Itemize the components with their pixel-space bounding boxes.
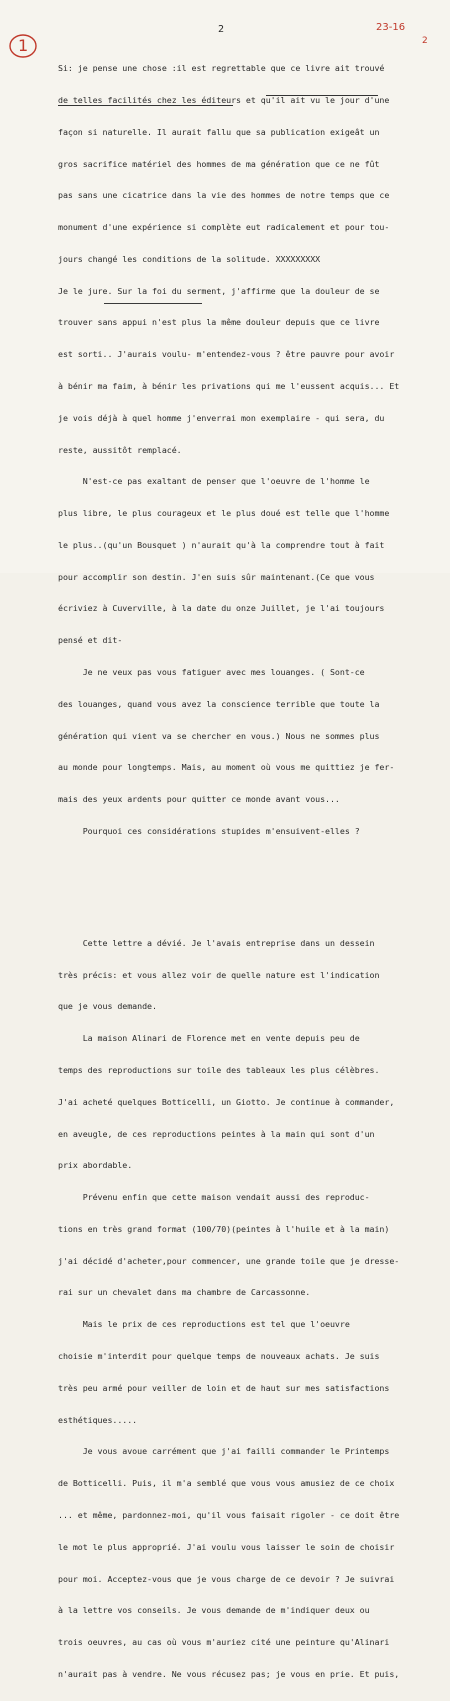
text-line: que je vous demande. bbox=[58, 1001, 157, 1012]
text-line: trois oeuvres, au cas où vous m'auriez cité une peinture qu'Alinari bbox=[58, 1637, 390, 1648]
text-line: mais des yeux ardents pour quitter ce monde avant vous... bbox=[58, 794, 340, 805]
text-line: à la lettre vos conseils. Je vous demande de m'indiquer deux ou bbox=[58, 1605, 370, 1616]
text-line: plus libre, le plus courageux et le plus doué est telle que l'homme bbox=[58, 508, 390, 519]
text-line: à bénir ma faim, à bénir les privations qui me l'eussent acquis... Et bbox=[58, 381, 400, 391]
page-number: 2 bbox=[218, 24, 225, 35]
text-line: est sorti.. J'aurais voulu- m'entendez-vous ? être pauvre pour avoir bbox=[58, 349, 395, 360]
text-line: pensé et dit- bbox=[58, 635, 123, 646]
text-line: de Botticelli. Puis, il m'a semblé que vous vous amusiez de ce choix bbox=[58, 1478, 395, 1489]
text-line: gros sacrifice matériel des hommes de ma génération que ce ne fût bbox=[58, 158, 380, 169]
circle-number: 1 bbox=[18, 36, 29, 55]
text-line: Je vous avoue carrément que j'ai failli commander le Printemps bbox=[58, 1446, 390, 1457]
letter-body bbox=[58, 42, 442, 1701]
text-line: n'aurait pas à vendre. Ne vous récusez pas; je vous en prie. Et puis, bbox=[58, 1668, 400, 1679]
text-line: Prévenu enfin que cette maison vendait aussi des reproduc- bbox=[58, 1192, 370, 1203]
archive-reference: 23-16 bbox=[376, 22, 406, 33]
text-line: tions en très grand format (100/70)(peintes à l'huile et à la main) bbox=[58, 1223, 390, 1234]
section-separator-space bbox=[58, 868, 442, 879]
text-line: de telles facilités chez les éditeurs et qu'il ait vu le jour d'une bbox=[58, 94, 390, 105]
text-line: prix abordable. bbox=[58, 1160, 133, 1171]
text-line: esthétiques..... bbox=[58, 1414, 138, 1425]
text-line: Si: je pense une chose :il est regrettable que ce livre ait trouvé bbox=[58, 63, 385, 74]
text-line: pas sans une cicatrice dans la vie des hommes de notre temps que ce bbox=[58, 190, 390, 201]
text-line: le plus..(qu'un Bousquet ) n'aurait qu'à la comprendre tout à fait bbox=[58, 539, 385, 550]
section-separator bbox=[104, 301, 202, 304]
text-line: ... et même, pardonnez-moi, qu'il vous faisait rigoler - ce doit être bbox=[58, 1509, 400, 1520]
text-line: pour moi. Acceptez-vous que je vous charge de ce devoir ? Je suivrai bbox=[58, 1573, 395, 1584]
text-line: j'ai décidé d'acheter,pour commencer, une grande toile que je dresse- bbox=[58, 1255, 400, 1266]
text-line: La maison Alinari de Florence met en vente depuis peu de bbox=[58, 1033, 360, 1044]
text-line: rai sur un chevalet dans ma chambre de Carcassonne. bbox=[58, 1287, 311, 1298]
text-line: Je le jure. Sur la foi du serment, j'affirme que la douleur de se bbox=[58, 285, 380, 296]
text-line: temps des reproductions sur toile des tableaux les plus célèbres. bbox=[58, 1065, 380, 1075]
text-line: le mot le plus approprié. J'ai voulu vous laisser le soin de choisir bbox=[58, 1541, 395, 1552]
archive-reference-sub: 2 bbox=[422, 36, 428, 46]
text-line: en aveugle, de ces reproductions peintes à la main qui sont d'un bbox=[58, 1128, 375, 1139]
text-line: Mais le prix de ces reproductions est tel que l'oeuvre bbox=[58, 1319, 350, 1330]
text-line: choisie m'interdit pour quelque temps de nouveaux achats. Je suis bbox=[58, 1351, 380, 1362]
text-line: reste, aussitôt remplacé. bbox=[58, 444, 182, 455]
text-line: Je ne veux pas vous fatiguer avec mes louanges. ( Sont-ce bbox=[58, 667, 365, 678]
text-line: Cette lettre a dévié. Je l'avais entreprise dans un dessein bbox=[58, 937, 375, 948]
text-line: écriviez à Cuverville, à la date du onze Juillet, je l'ai toujours bbox=[58, 603, 385, 614]
text-line: très précis: et vous allez voir de quelle nature est l'indication bbox=[58, 969, 380, 980]
text-line: monument d'une expérience si complète eut radicalement et pour tou- bbox=[58, 222, 390, 233]
text-line: je vois déjà à quel homme j'enverrai mon exemplaire - qui sera, du bbox=[58, 412, 385, 423]
spacer bbox=[58, 900, 442, 906]
text-line: très peu armé pour veiller de loin et de haut sur mes satisfactions bbox=[58, 1382, 390, 1393]
text-line: des louanges, quand vous avez la conscience terrible que toute la bbox=[58, 698, 380, 709]
text-line: N'est-ce pas exaltant de penser que l'oeuvre de l'homme le bbox=[58, 476, 370, 487]
text-line: génération qui vient va se chercher en vous.) Nous ne sommes plus bbox=[58, 730, 380, 741]
text-line: pour accomplir son destin. J'en suis sûr maintenant.(Ce que vous bbox=[58, 571, 375, 582]
text-line: trouver sans appui n'est plus la même douleur depuis que ce livre bbox=[58, 317, 380, 328]
text-line: jours changé les conditions de la solitude. XXXXXXXXX bbox=[58, 253, 321, 264]
text-line: façon si naturelle. Il aurait fallu que sa publication exigeât un bbox=[58, 126, 380, 137]
text-line: Pourquoi ces considérations stupides m'ensuivent-elles ? bbox=[58, 825, 360, 836]
text-line: au monde pour longtemps. Mais, au moment où vous me quittiez je fer- bbox=[58, 762, 395, 773]
text-line: J'ai acheté quelques Botticelli, un Giotto. Je continue à commander, bbox=[58, 1096, 395, 1107]
